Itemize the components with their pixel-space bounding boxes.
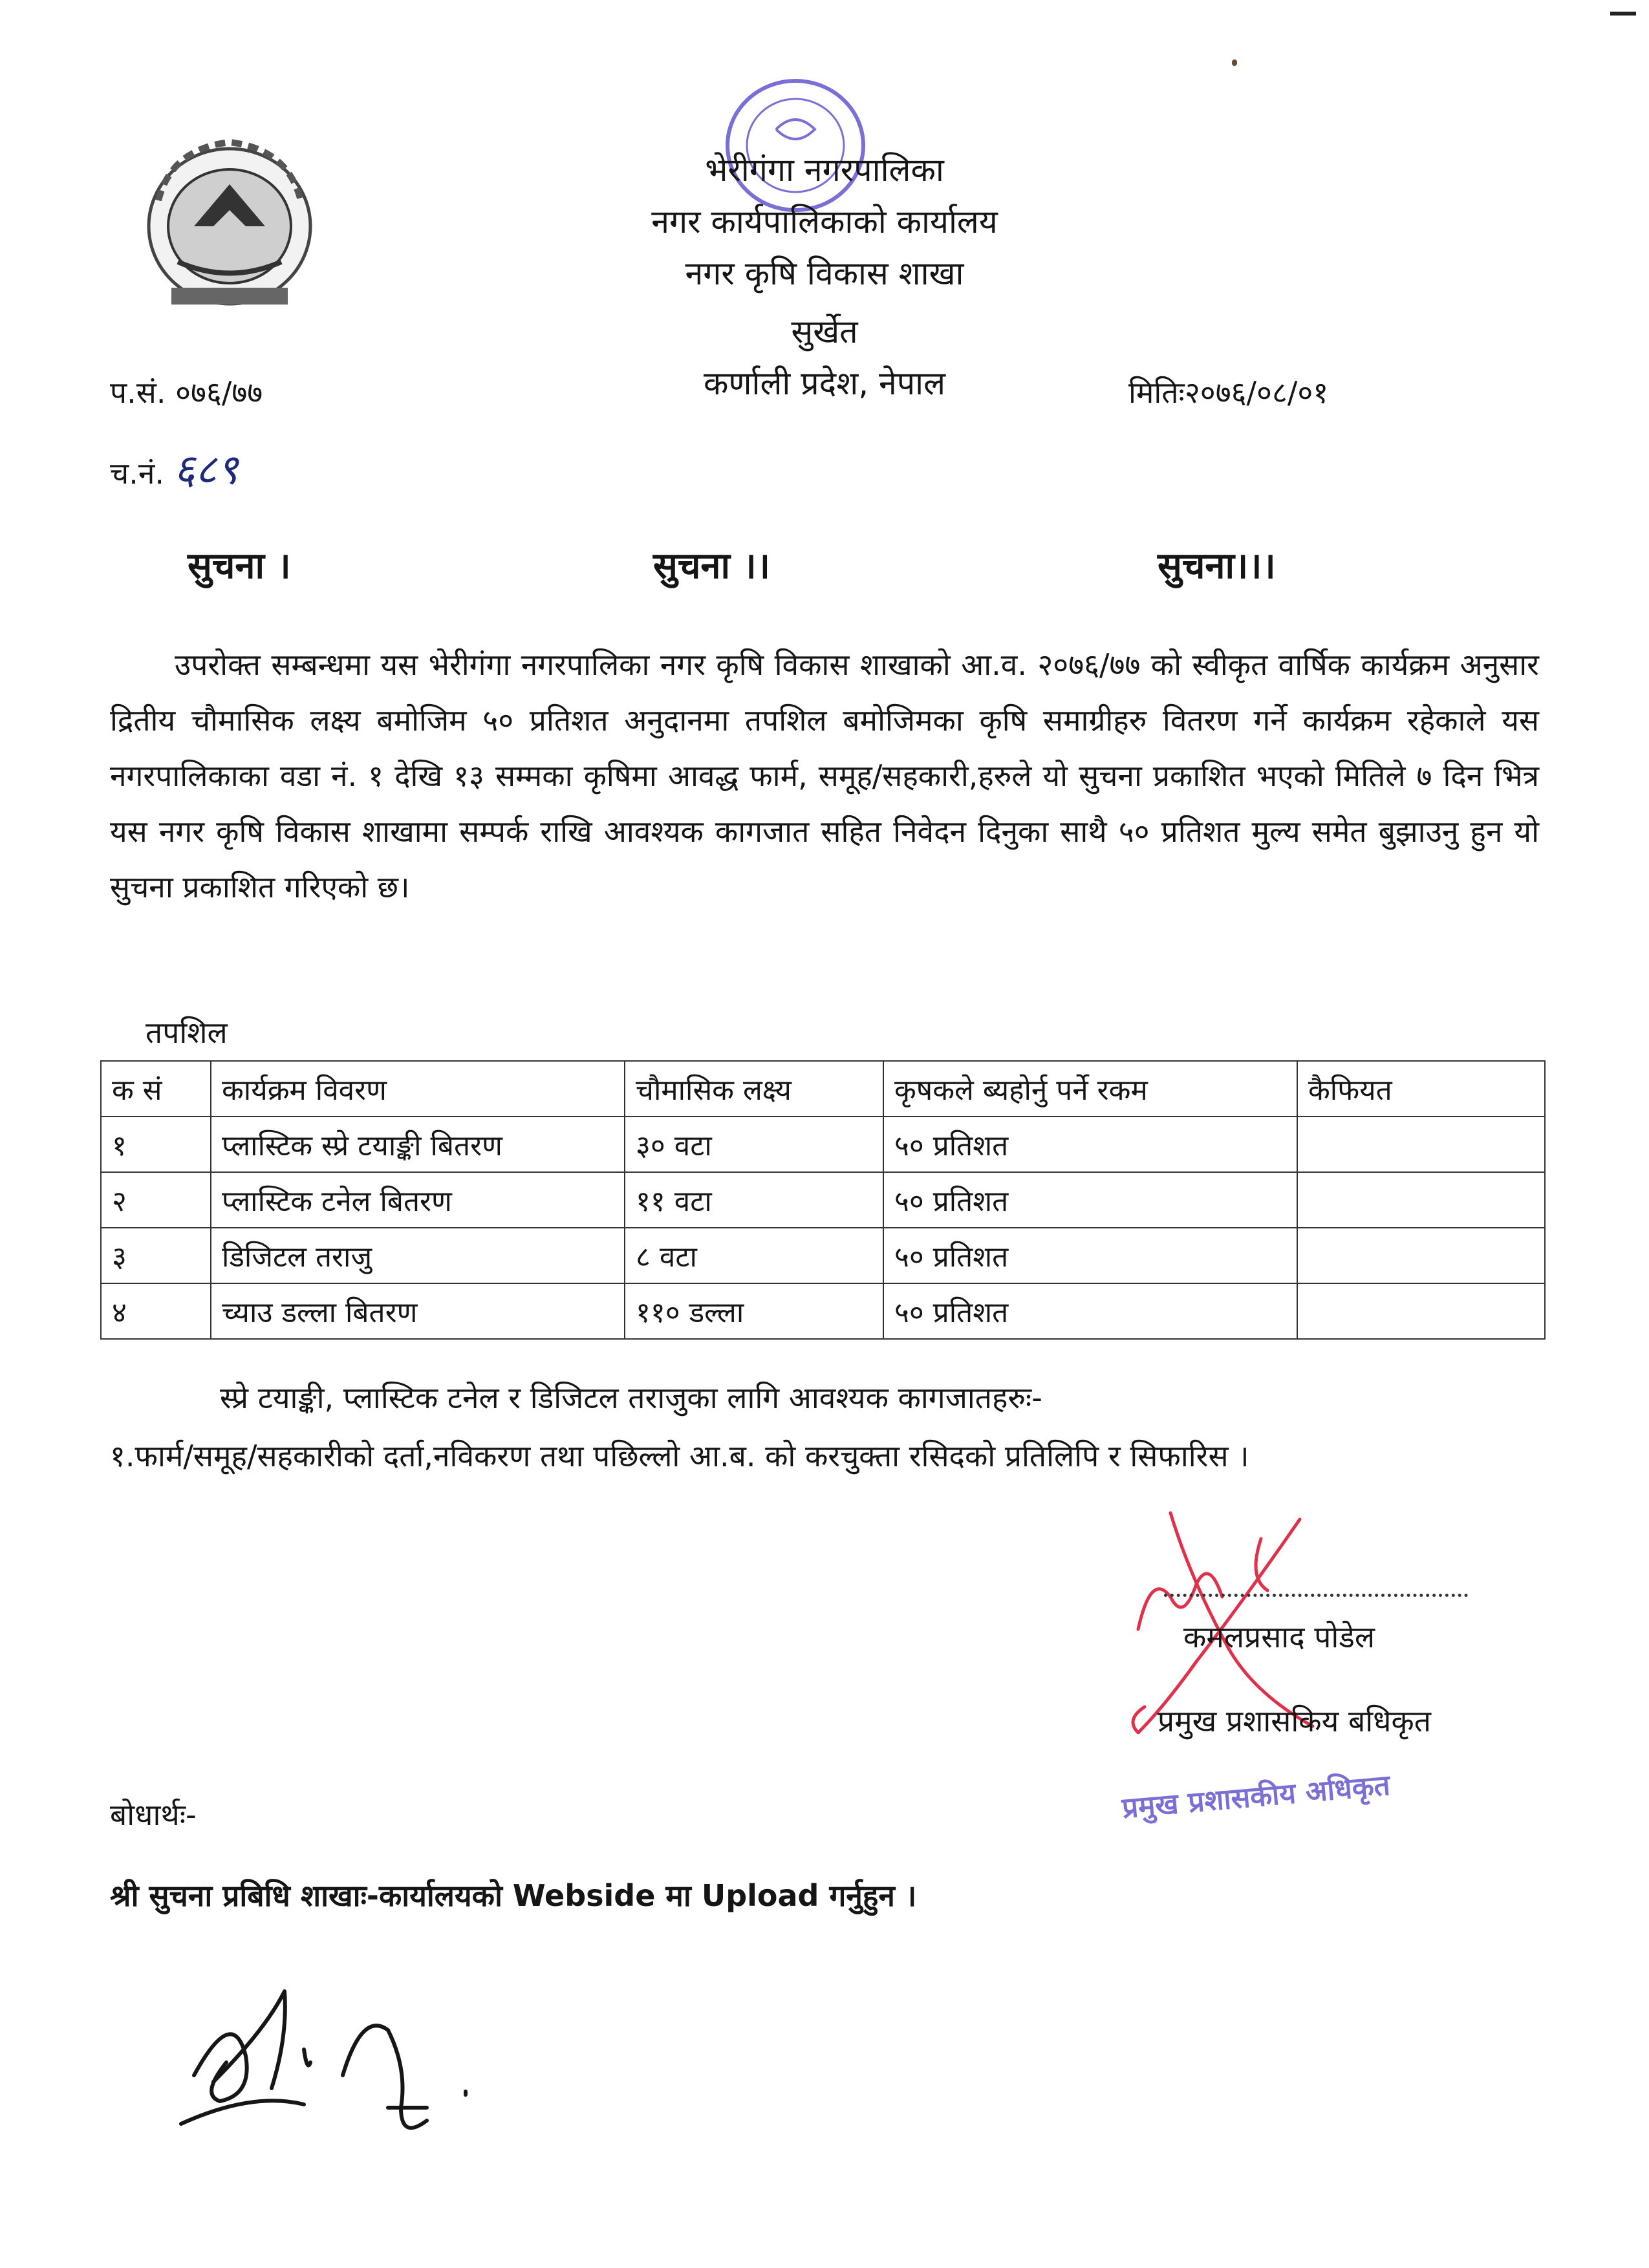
cell-program: प्लास्टिक स्प्रे टयाङ्की बितरण [211,1117,625,1172]
table-row [101,1172,1545,1228]
province-name: कर्णाली प्रदेश, नेपाल [703,365,946,402]
cell-remarks [1297,1228,1545,1283]
table-row [101,1228,1545,1283]
table-row [101,1117,1545,1172]
cell-program: डिजिटल तराजु [211,1228,625,1283]
notice-body-paragraph: उपरोक्त सम्बन्धमा यस भेरीगंगा नगरपालिका नगर कृषि विकास शाखाको आ.व. २०७६/७७ को स्वीकृत वार्षिक कार्यक्रम अनुसार द्रितीय चौमासिक लक्ष्य बमोजिम ५० प्रतिशत अनुदानमा तपशिल बमोजिमका कृषि समाग्रीहरु वितरण गर्ने कार्यक्रम रहेकाले यस नगरपालिकाका वडा नं. १ देखि १३ सम्मका कृषिमा आवद्ध फार्म, समूह/सहकारी,हरुले यो सुचना प्रकाशित भएको मितिले ७ दिन भित्र यस नगर कृषि विकास शाखामा सम्पर्क राखि आवश्यक कागजात सहित निवेदन दिनुका साथै ५० प्रतिशत मुल्य समेत बुझाउनु हुन यो सुचना प्रकाशित गरिएको छ। [110,647,1539,904]
cell-target: ११ वटा [625,1172,883,1228]
cell-serial: ४ [101,1283,211,1339]
paper-speck [1232,59,1237,66]
table-header-row [101,1061,1545,1117]
district-name: सुर्खेत [791,313,858,350]
cell-farmer-share: ५० प्रतिशत [883,1117,1297,1172]
cell-remarks [1297,1283,1545,1339]
table-row [101,1283,1545,1339]
blue-signature-icon [175,1952,511,2146]
cell-target: ८ वटा [625,1228,883,1283]
notice-title-2: सुचना ।। [653,545,770,587]
cell-farmer-share: ५० प्रतिशत [883,1283,1297,1339]
scan-edge-mark [1610,12,1636,16]
signature-dotted-line [1164,1594,1468,1597]
notice-title-1: सुचना । [188,545,291,587]
dispatch-number: च.नं. ६८९ [110,446,239,494]
cell-serial: ३ [101,1228,211,1283]
cell-remarks [1297,1172,1545,1228]
requirements-item-1: १.फार्म/समूह/सहकारीको दर्ता,नविकरण तथा पछिल्लो आ.ब. को करचुक्ता रसिदको प्रतिलिपि र सिफारिस । [110,1439,1249,1473]
office-round-stamp-icon [718,71,873,220]
col-header-program: कार्यक्रम विवरण [211,1061,625,1117]
cell-program: च्याउ डल्ला बितरण [211,1283,625,1339]
branch-name: नगर कृषि विकास शाखा [685,255,964,292]
cell-serial: २ [101,1172,211,1228]
cell-target: ३० वटा [625,1117,883,1172]
cell-target: ११० डल्ला [625,1283,883,1339]
signatory-title: प्रमुख प्रशासकिय बधिकृत [1158,1704,1431,1738]
col-header-farmer-share: कृषकले ब्यहोर्नु पर्ने रकम [883,1061,1297,1117]
item-schedule-table [100,1060,1546,1340]
office-name: नगर कार्यपालिकाको कार्यालय [651,203,998,241]
letter-ref-number: प.सं. ०७६/७७ [110,375,263,410]
cell-remarks [1297,1117,1545,1172]
cell-serial: १ [101,1117,211,1172]
col-header-target: चौमासिक लक्ष्य [625,1061,883,1117]
letter-date: मितिः२०७६/०८/०१ [1128,375,1329,410]
cell-program: प्लास्टिक टनेल बितरण [211,1172,625,1228]
cc-line: श्री सुचना प्रबिधि शाखाः-कार्यालयको Webside मा Upload गर्नुहुन । [110,1878,917,1913]
bodharth-label: बोधार्थः- [110,1797,197,1832]
cell-farmer-share: ५० प्रतिशत [883,1228,1297,1283]
municipality-name: भेरीगंगा नगरपालिका [705,151,944,189]
col-header-remarks: कैफियत [1297,1061,1545,1117]
notice-title-3: सुचना।।। [1158,545,1276,587]
col-header-serial: क सं [101,1061,211,1117]
designation-stamp: प्रमुख प्रशासकीय अधिकृत [1120,1768,1392,1825]
requirements-intro: स्प्रे टयाङ्की, प्लास्टिक टनेल र डिजिटल तराजुका लागि आवश्यक कागजातहरुः- [220,1380,1042,1415]
cell-farmer-share: ५० प्रतिशत [883,1172,1297,1228]
table-caption: तपशिल [146,1015,228,1050]
signatory-name: कमलप्रसाद पोडेल [1183,1620,1375,1654]
